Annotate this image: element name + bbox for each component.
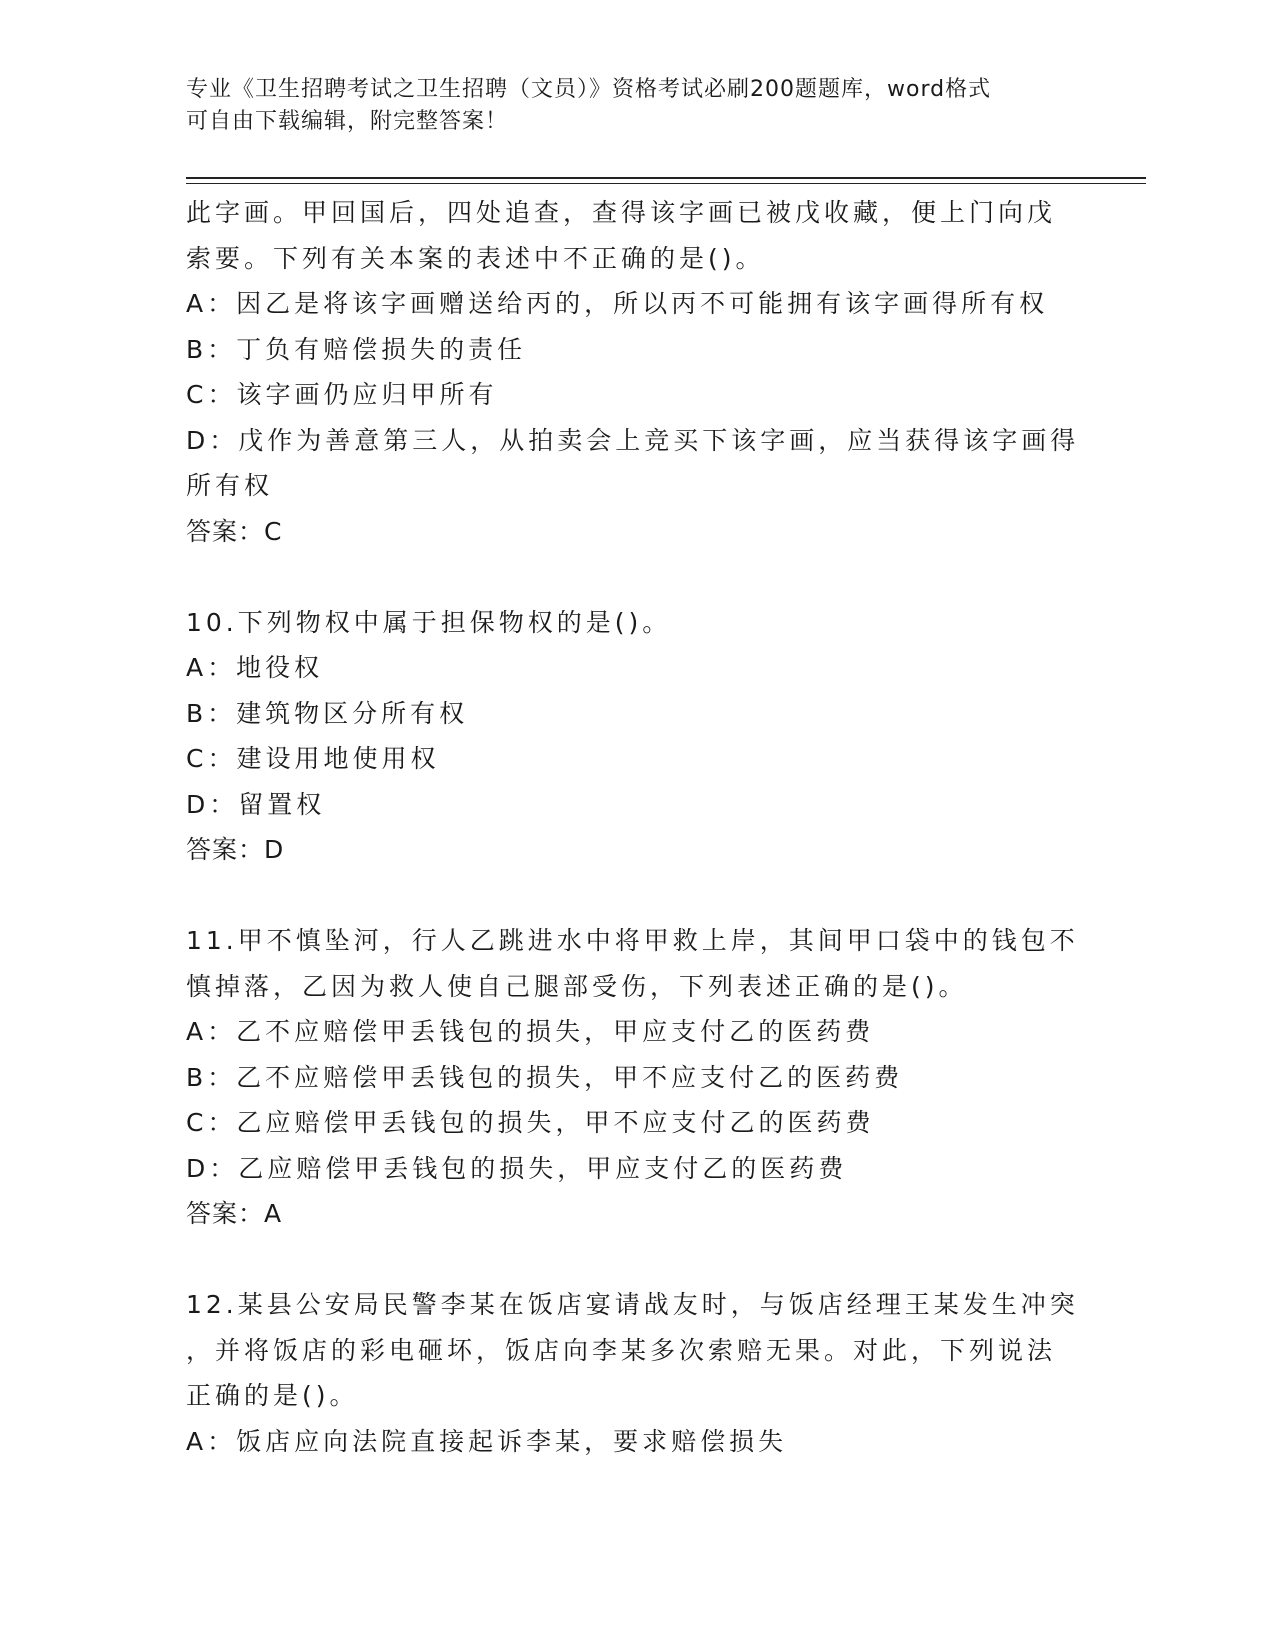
option-b: B：建筑物区分所有权 [186,698,469,728]
option-a: A：饭店应向法院直接起诉李某，要求赔偿损失 [186,1426,788,1456]
document-header [186,74,1066,138]
question-list [186,190,1086,1464]
question-11 [186,918,1086,1237]
option-a: A：因乙是将该字画赠送给丙的，所以丙不可能拥有该字画得所有权 [186,289,1049,318]
answer: 答案：A [186,1199,283,1228]
spacer [186,554,1086,600]
question-stem-line: ，并将饭店的彩电砸坏，饭店向李某多次索赔无果。对此，下列说法 [186,1335,1057,1365]
question-stem-line: 慎掉落，乙因为救人使自己腿部受伤，下列表述正确的是()。 [186,971,968,1001]
option-d-continued: 所有权 [186,471,274,500]
option-c: C：建设用地使用权 [186,744,440,773]
question-stem-line: 此字画。甲回国后，四处追查，查得该字画已被戊收藏，便上门向戊 [186,198,1057,227]
header-title-line-1: 专业《卫生招聘考试之卫生招聘（文员）》资格考试必刷200题题库，word格式 [186,77,992,102]
header-rule-thin [186,183,1146,184]
option-c: C：乙应赔偿甲丢钱包的损失，甲不应支付乙的医药费 [186,1108,875,1137]
spacer [186,1237,1086,1283]
option-a: A：乙不应赔偿甲丢钱包的损失，甲应支付乙的医药费 [186,1017,875,1046]
question-stem-line: 11.甲不慎坠河，行人乙跳进水中将甲救上岸，其间甲口袋中的钱包不 [186,926,1079,955]
option-d: D：戊作为善意第三人，从拍卖会上竞买下该字画，应当获得该字画得 [186,425,1080,455]
answer: 答案：C [186,516,283,546]
question-stem-line: 12.某县公安局民警李某在饭店宴请战友时，与饭店经理王某发生冲突 [186,1290,1079,1319]
header-rule-thick [186,177,1146,179]
question-12 [186,1282,1086,1464]
option-d: D：乙应赔偿甲丢钱包的损失，甲应支付乙的医药费 [186,1153,848,1183]
option-d: D：留置权 [186,789,326,819]
question-10 [186,600,1086,873]
option-a: A：地役权 [186,653,324,682]
question-stem-line: 正确的是()。 [186,1381,359,1410]
question-9 [186,190,1086,554]
option-c: C：该字画仍应归甲所有 [186,380,498,409]
option-b: B：丁负有赔偿损失的责任 [186,334,527,364]
header-title-line-2: 可自由下载编辑，附完整答案！ [186,109,509,134]
question-stem-line: 10.下列物权中属于担保物权的是()。 [186,607,672,637]
answer: 答案：D [186,835,285,864]
option-b: B：乙不应赔偿甲丢钱包的损失，甲不应支付乙的医药费 [186,1062,904,1092]
question-stem-line: 索要。下列有关本案的表述中不正确的是()。 [186,243,765,273]
spacer [186,873,1086,919]
